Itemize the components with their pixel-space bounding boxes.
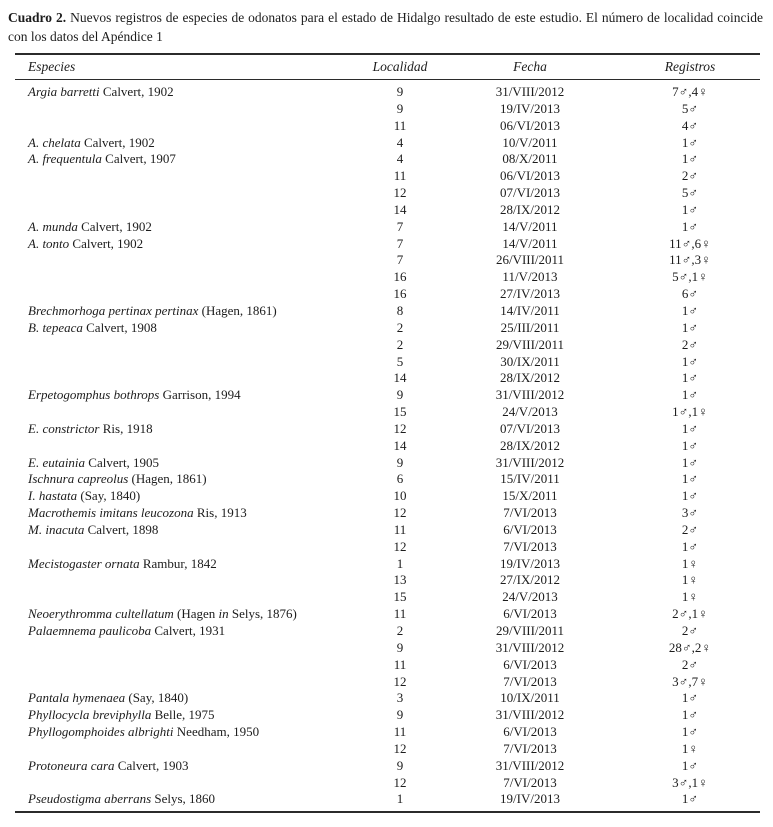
date-cell: 24/V/2013	[502, 404, 558, 420]
table-row	[15, 168, 760, 185]
species-name: B. tepeaca	[28, 319, 83, 335]
table-row	[15, 640, 760, 657]
date-cell: 25/III/2011	[500, 319, 560, 335]
species-cell	[15, 724, 360, 741]
locality-cell: 6	[396, 471, 404, 487]
table-row	[15, 674, 760, 691]
species-authority: Calvert, 1903	[114, 757, 189, 773]
locality-cell: 9	[396, 454, 404, 470]
records-cell: 1♂	[681, 724, 699, 740]
table-header-row	[15, 54, 760, 80]
locality-cell: 11	[393, 521, 407, 537]
locality-cell: 9	[396, 387, 404, 403]
locality-cell: 7	[396, 252, 404, 268]
date-cell: 14/V/2011	[502, 235, 558, 251]
species-name: Phyllocycla breviphylla	[28, 707, 152, 723]
table-row	[15, 320, 760, 337]
locality-cell: 1	[360, 791, 440, 812]
records-cell: 2♂	[681, 521, 699, 537]
locality-cell: 9	[396, 707, 404, 723]
table-row	[15, 724, 760, 741]
records-cell: 3♂,1♀	[672, 774, 708, 790]
records-cell: 1♂	[681, 437, 699, 453]
records-cell: 5♂	[681, 185, 699, 201]
locality-cell: 15	[393, 404, 407, 420]
species-cell	[15, 606, 360, 623]
records-cell: 1♂	[681, 471, 699, 487]
table-row	[15, 101, 760, 118]
species-name: E. eutainia	[28, 454, 86, 470]
species-cell	[15, 269, 360, 286]
records-cell: 2♂	[681, 336, 699, 352]
locality-cell: 4	[396, 151, 404, 167]
table-row	[15, 589, 760, 606]
table-row	[15, 606, 760, 623]
species-authority: Calvert, 1905	[85, 454, 160, 470]
locality-cell: 16	[393, 286, 407, 302]
column-header-fecha: Fecha	[440, 54, 620, 80]
species-cell	[15, 674, 360, 691]
date-cell: 7/VI/2013	[503, 740, 557, 756]
species-authority: (Hagen, 1861)	[128, 471, 207, 487]
species-name: A. chelata	[28, 134, 81, 150]
records-cell: 1♂	[681, 353, 699, 369]
table-row	[15, 657, 760, 674]
table-row	[15, 219, 760, 236]
locality-cell: 12	[393, 673, 407, 689]
species-cell	[15, 80, 360, 101]
table-caption	[8, 8, 763, 46]
records-cell: 5♂	[681, 100, 699, 116]
records-cell: 5♂,1♀	[672, 269, 708, 285]
locality-cell: 1	[396, 555, 404, 571]
records-cell: 1♂	[681, 420, 699, 436]
table-row	[15, 151, 760, 168]
species-authority: Calvert, 1931	[151, 623, 226, 638]
species-cell	[15, 118, 360, 135]
table-row	[15, 252, 760, 269]
table-row	[15, 354, 760, 371]
table-row	[15, 791, 760, 812]
locality-cell: 12	[393, 740, 407, 756]
species-authority: Calvert, 1898	[84, 521, 159, 537]
species-authority: Belle, 1975	[151, 707, 215, 723]
species-name: Phyllogomphoides albrighti	[28, 724, 174, 740]
table-row	[15, 303, 760, 320]
locality-cell: 11	[393, 168, 407, 184]
species-name: A. munda	[28, 218, 78, 234]
date-cell: 06/VI/2013	[500, 117, 560, 133]
species-authority: Rambur, 1842	[139, 555, 217, 571]
records-cell: 4♂	[681, 117, 699, 133]
date-cell: 31/VIII/2012	[495, 639, 565, 655]
locality-cell: 11	[393, 606, 407, 622]
locality-cell: 12	[393, 774, 407, 790]
date-cell: 08/X/2011	[502, 151, 558, 167]
species-authority: Selys, 1860	[151, 791, 216, 807]
species-authority: Calvert, 1902	[77, 218, 152, 234]
date-cell: 26/VIII/2011	[495, 252, 565, 268]
species-authority: (Hagen, 1861)	[198, 302, 277, 318]
table-row	[15, 556, 760, 573]
species-cell	[15, 690, 360, 707]
locality-cell: 5	[396, 353, 404, 369]
records-cell: 6♂	[681, 286, 699, 302]
date-cell: 07/VI/2013	[500, 185, 560, 201]
records-cell: 3♂,7♀	[672, 673, 708, 689]
date-cell: 10/IX/2011	[500, 690, 560, 706]
records-cell: 1♂	[681, 319, 699, 335]
table-caption-label: Cuadro 2.	[8, 10, 67, 25]
species-authority: Garrison, 1994	[159, 387, 241, 403]
date-cell: 7/VI/2013	[503, 538, 557, 554]
table-row	[15, 421, 760, 438]
date-cell: 31/VIII/2012	[495, 757, 565, 773]
table-row	[15, 337, 760, 354]
species-authority: (Say, 1840)	[77, 488, 141, 504]
date-cell: 06/VI/2013	[500, 168, 560, 184]
records-cell: 3♂	[681, 505, 699, 521]
date-cell: 19/IV/2013	[500, 555, 560, 571]
table-row	[15, 202, 760, 219]
species-cell	[15, 421, 360, 438]
date-cell: 7/VI/2013	[503, 774, 557, 790]
records-cell: 2♂	[681, 656, 699, 672]
species-name: I. hastata	[28, 488, 78, 504]
date-cell: 31/VIII/2012	[495, 707, 565, 723]
table-row	[15, 522, 760, 539]
species-cell	[15, 219, 360, 236]
table-row	[15, 572, 760, 589]
records-cell: 1♂	[620, 791, 760, 812]
species-cell	[15, 791, 360, 812]
species-cell	[15, 640, 360, 657]
date-cell: 29/VIII/2011	[495, 623, 565, 638]
table-row	[15, 741, 760, 758]
locality-cell: 7	[396, 235, 404, 251]
species-authority: Calvert, 1908	[82, 319, 157, 335]
table-row	[15, 623, 760, 640]
date-cell: 6/VI/2013	[503, 521, 557, 537]
species-cell	[15, 438, 360, 455]
records-cell: 11♂,6♀	[669, 235, 711, 251]
records-cell: 1♂	[681, 201, 699, 217]
table-row	[15, 404, 760, 421]
species-cell	[15, 185, 360, 202]
species-name: Palaemnema paulicoba	[28, 623, 152, 638]
species-cell	[15, 404, 360, 421]
species-cell	[15, 337, 360, 354]
species-name: E. constrictor	[28, 420, 100, 436]
species-cell	[15, 151, 360, 168]
species-cell	[15, 168, 360, 185]
species-cell	[15, 101, 360, 118]
locality-cell: 9	[396, 100, 404, 116]
species-cell	[15, 488, 360, 505]
species-name: Mecistogaster ornata	[28, 555, 140, 571]
species-name: Pantala hymenaea	[28, 690, 126, 706]
table-row	[15, 118, 760, 135]
locality-cell: 2	[396, 336, 404, 352]
date-cell: 30/IX/2011	[500, 353, 560, 369]
date-cell: 15/X/2011	[502, 488, 558, 504]
records-cell: 1♂	[681, 488, 699, 504]
table-row	[15, 438, 760, 455]
species-authority: Calvert, 1902	[69, 235, 144, 251]
locality-cell: 11	[393, 656, 407, 672]
date-cell: 14/IV/2011	[500, 302, 560, 318]
locality-cell: 14	[393, 370, 407, 386]
records-cell: 1♂	[681, 370, 699, 386]
table-row	[15, 471, 760, 488]
species-cell	[15, 303, 360, 320]
locality-cell: 14	[393, 437, 407, 453]
locality-cell: 10	[393, 488, 407, 504]
column-header-especies: Especies	[15, 54, 360, 80]
records-cell: 1♂	[681, 454, 699, 470]
species-name: A. frequentula	[28, 151, 102, 167]
column-header-registros: Registros	[620, 54, 760, 80]
species-name: Protoneura cara	[28, 757, 115, 773]
species-name: M. inacuta	[28, 521, 85, 537]
table-row	[15, 505, 760, 522]
column-header-localidad: Localidad	[360, 54, 440, 80]
locality-cell: 16	[393, 269, 407, 285]
table-caption-text: Nuevos registros de especies de odonatos para el estado de Hidalgo resultado de este estudio. El número de localidad coincide con los datos del Apéndice 1	[8, 10, 764, 44]
species-cell	[15, 556, 360, 573]
date-cell: 28/IX/2012	[500, 437, 560, 453]
date-cell: 31/VIII/2012	[495, 84, 565, 99]
date-cell: 19/IV/2013	[500, 100, 560, 116]
species-cell	[15, 286, 360, 303]
records-cell: 2♂	[681, 168, 699, 184]
species-cell	[15, 370, 360, 387]
records-cell: 2♂	[681, 623, 699, 638]
table-row	[15, 269, 760, 286]
species-authority: Ris, 1918	[99, 420, 153, 436]
species-cell	[15, 741, 360, 758]
date-cell: 6/VI/2013	[503, 724, 557, 740]
species-name: Erpetogomphus bothrops	[28, 387, 160, 403]
species-cell	[15, 572, 360, 589]
species-cell	[15, 202, 360, 219]
species-cell	[15, 623, 360, 640]
date-cell: 7/VI/2013	[503, 673, 557, 689]
table-row	[15, 488, 760, 505]
species-cell	[15, 522, 360, 539]
species-name: Argia barretti	[28, 84, 100, 99]
date-cell: 31/VIII/2012	[495, 454, 565, 470]
species-name: Macrothemis imitans leucozona	[28, 505, 194, 521]
species-cell	[15, 758, 360, 775]
species-cell	[15, 135, 360, 152]
species-authority: (Hagen	[173, 606, 219, 622]
species-authority: Needham, 1950	[173, 724, 260, 740]
records-cell: 1♂	[681, 387, 699, 403]
species-name: A. tonto	[28, 235, 70, 251]
locality-cell: 3	[396, 690, 404, 706]
locality-cell: 13	[393, 572, 407, 588]
date-cell: 24/V/2013	[502, 589, 558, 605]
locality-cell: 2	[396, 319, 404, 335]
locality-cell: 12	[393, 420, 407, 436]
records-cell: 2♂,1♀	[672, 606, 708, 622]
records-cell: 1♀	[681, 589, 699, 605]
species-cell	[15, 775, 360, 792]
records-cell: 1♂	[681, 134, 699, 150]
species-authority: Calvert, 1902	[80, 134, 155, 150]
date-cell: 10/V/2011	[502, 134, 558, 150]
species-name: in	[218, 606, 229, 622]
locality-cell: 8	[396, 302, 404, 318]
locality-cell: 9	[396, 639, 404, 655]
species-authority: Calvert, 1902	[99, 84, 174, 99]
date-cell: 11/V/2013	[502, 269, 558, 285]
locality-cell: 2	[396, 623, 404, 638]
table-row	[15, 286, 760, 303]
table-row	[15, 185, 760, 202]
species-cell	[15, 354, 360, 371]
table-row	[15, 135, 760, 152]
species-cell	[15, 657, 360, 674]
locality-cell: 9	[396, 84, 404, 99]
date-cell: 19/IV/2013	[440, 791, 620, 812]
locality-cell: 11	[393, 724, 407, 740]
records-cell: 1♂	[681, 218, 699, 234]
species-cell	[15, 252, 360, 269]
species-authority: (Say, 1840)	[125, 690, 189, 706]
species-name: Brechmorhoga pertinax pertinax	[28, 302, 199, 318]
records-cell: 1♀	[681, 555, 699, 571]
date-cell: 27/IV/2013	[500, 286, 560, 302]
locality-cell: 9	[396, 757, 404, 773]
species-name: Pseudostigma aberrans	[28, 791, 152, 807]
date-cell: 6/VI/2013	[503, 656, 557, 672]
records-cell: 1♂	[681, 757, 699, 773]
table-row	[15, 80, 760, 101]
table-row	[15, 758, 760, 775]
date-cell: 28/IX/2012	[500, 370, 560, 386]
records-cell: 1♀	[681, 740, 699, 756]
locality-cell: 12	[393, 185, 407, 201]
locality-cell: 4	[396, 134, 404, 150]
records-cell: 1♂	[681, 707, 699, 723]
species-name: Ischnura capreolus	[28, 471, 129, 487]
table-row	[15, 236, 760, 253]
species-name: Neoerythromma cultellatum	[28, 606, 174, 622]
species-cell	[15, 387, 360, 404]
table-row	[15, 775, 760, 792]
table-row	[15, 455, 760, 472]
locality-cell: 12	[393, 505, 407, 521]
locality-cell: 7	[396, 218, 404, 234]
table-body	[15, 80, 760, 813]
locality-cell: 12	[393, 538, 407, 554]
records-cell: 1♂,1♀	[672, 404, 708, 420]
locality-cell: 15	[393, 589, 407, 605]
species-cell	[15, 505, 360, 522]
records-cell: 1♂	[681, 151, 699, 167]
table-row	[15, 539, 760, 556]
species-cell	[15, 471, 360, 488]
species-cell	[15, 589, 360, 606]
species-authority: Calvert, 1907	[101, 151, 176, 167]
date-cell: 31/VIII/2012	[495, 387, 565, 403]
records-cell: 28♂,2♀	[668, 639, 712, 655]
records-cell: 11♂,3♀	[669, 252, 711, 268]
records-table	[15, 53, 760, 813]
date-cell: 28/IX/2012	[500, 201, 560, 217]
locality-cell: 11	[393, 117, 407, 133]
records-cell: 1♂	[681, 302, 699, 318]
date-cell: 29/VIII/2011	[495, 336, 565, 352]
date-cell: 6/VI/2013	[503, 606, 557, 622]
species-cell	[15, 539, 360, 556]
species-cell	[15, 236, 360, 253]
locality-cell: 14	[393, 201, 407, 217]
records-cell: 1♂	[681, 538, 699, 554]
date-cell: 7/VI/2013	[503, 505, 557, 521]
species-authority: Ris, 1913	[193, 505, 247, 521]
species-authority: Selys, 1876)	[228, 606, 297, 622]
species-cell	[15, 707, 360, 724]
table-row	[15, 370, 760, 387]
species-cell	[15, 320, 360, 337]
records-cell: 1♂	[681, 690, 699, 706]
species-cell	[15, 455, 360, 472]
table-row	[15, 387, 760, 404]
date-cell: 27/IX/2012	[500, 572, 560, 588]
records-cell: 1♀	[681, 572, 699, 588]
date-cell: 14/V/2011	[502, 218, 558, 234]
date-cell: 15/IV/2011	[500, 471, 560, 487]
records-cell: 7♂,4♀	[672, 84, 708, 99]
table-row	[15, 690, 760, 707]
table-row	[15, 707, 760, 724]
date-cell: 07/VI/2013	[500, 420, 560, 436]
